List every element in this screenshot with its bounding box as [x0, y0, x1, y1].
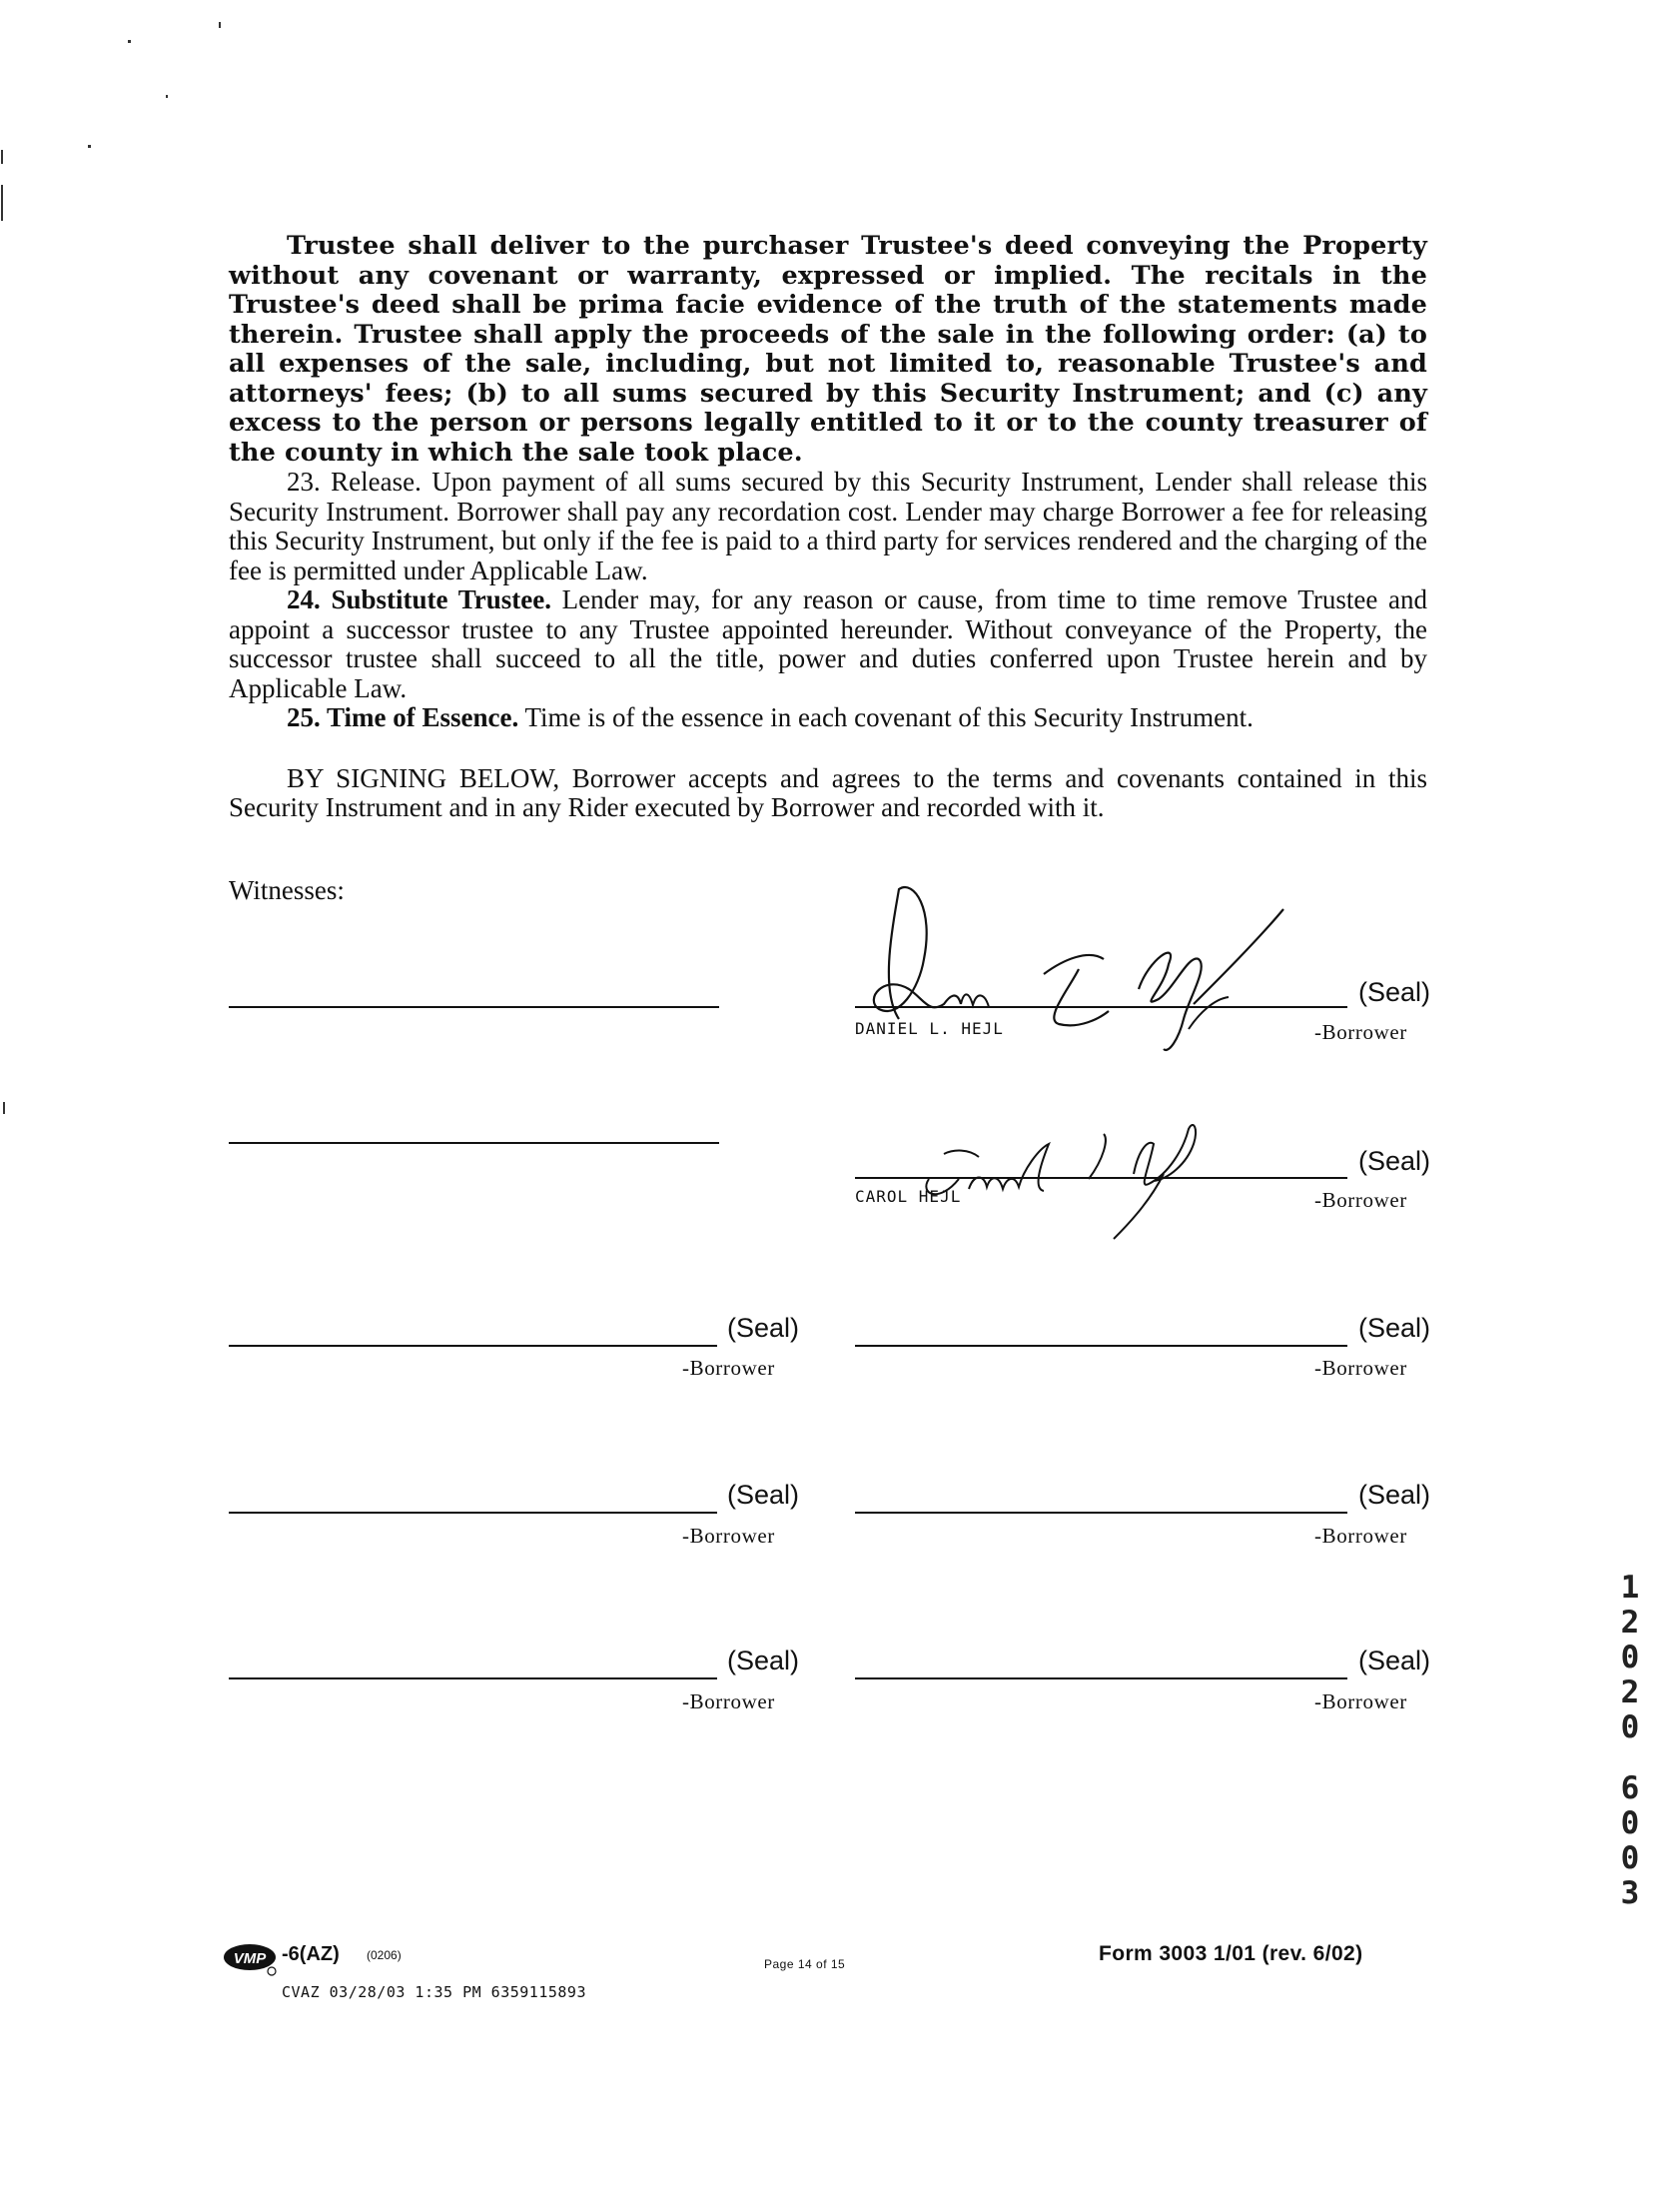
footer-rev-code: (0206)	[367, 1948, 402, 1962]
seal-label-blank-left-2: (Seal)	[727, 1480, 800, 1510]
signature-line-blank-left-1	[229, 1345, 717, 1347]
logo-text: VMP	[233, 1950, 267, 1967]
borrower-label-blank-right-2: -Borrower	[1314, 1524, 1407, 1548]
paragraph-trustee-deed: Trustee shall deliver to the purchaser Trustee's deed conveying the Property without any covenant or warranty, expressed or implied. The recitals in the Trustee's deed shall be prima facie evidence of the truth of the statements made therein. Trustee shall apply the proceeds of the sale in the following order: (a) to all expenses of the sale, including, but not limited to, reasonable Trustee's and attorneys' fees; (b) to all sums secured by this Security Instrument; and (c) any excess to the person or persons legally entitled to it or to the county treasurer of the county in which the sale took place.	[229, 231, 1427, 468]
borrower-label-blank-left-2: -Borrower	[682, 1524, 775, 1548]
vmp-logo-icon	[222, 1942, 280, 1976]
borrower-label-blank-right-1: -Borrower	[1314, 1356, 1407, 1380]
paragraph-signing-statement: BY SIGNING BELOW, Borrower accepts and agrees to the terms and covenants contained in this Security Instrument and in any Rider executed by Borrower and recorded with it.	[229, 762, 1427, 822]
seal-label-blank-left-1: (Seal)	[727, 1313, 800, 1343]
signature-line-blank-right-2	[855, 1512, 1347, 1514]
seal-label-blank-right-1: (Seal)	[1358, 1313, 1431, 1343]
footer-page-number: Page 14 of 15	[764, 1957, 846, 1971]
borrower-label-blank-right-3: -Borrower	[1314, 1689, 1407, 1713]
seal-label-blank-right-3: (Seal)	[1358, 1646, 1431, 1675]
seal-label-blank-left-3: (Seal)	[727, 1646, 800, 1675]
signature-carol-hejl	[899, 1109, 1258, 1249]
witness-line-2	[229, 1142, 719, 1144]
paragraph-time-of-essence: 25. Time of Essence. Time is of the essence in each covenant of this Security Instrument.	[287, 702, 1254, 732]
signature-line-borrower-2	[855, 1177, 1347, 1179]
seal-label-borrower-1: (Seal)	[1358, 977, 1431, 1007]
seal-label-borrower-2: (Seal)	[1358, 1146, 1431, 1176]
signature-line-blank-right-3	[855, 1677, 1347, 1679]
footer-form-code: -6(AZ)	[282, 1943, 340, 1965]
document-body	[229, 232, 1427, 823]
borrower-label-1: -Borrower	[1314, 1020, 1407, 1044]
section-title-release: 23. Release.	[287, 467, 421, 497]
signature-line-blank-left-3	[229, 1677, 717, 1679]
witness-line-1	[229, 1006, 719, 1008]
signature-line-borrower-1	[855, 1006, 1347, 1008]
footer-print-stamp: CVAZ 03/28/03 1:35 PM 6359115893	[282, 1983, 586, 2001]
borrower-label-blank-left-3: -Borrower	[682, 1689, 775, 1713]
paragraph-release: 23. Release. Upon payment of all sums secured by this Security Instrument, Lender shall release this Security Instrument. Borrower shall pay any recordation cost. Lender may charge Borrower a fee for releasing this Security Instrument, but only if the fee is paid to a third party for services rendered and the charging of the fee is permitted under Applicable Law.	[229, 467, 1427, 585]
borrower-label-2: -Borrower	[1314, 1188, 1407, 1212]
signer-name-carol-hejl: CAROL HEJL	[855, 1187, 962, 1206]
paragraph-substitute-trustee: 24. Substitute Trustee. Lender may, for any reason or cause, from time to time remove Trustee and appoint a successor trustee to any Trustee appointed hereunder. Without conveyance of the Property, the successor trustee shall succeed to all the title, power and duties conferred upon Trustee herein and by Applicable Law.	[229, 584, 1427, 703]
signer-name-daniel-hejl: DANIEL L. HEJL	[855, 1019, 1004, 1038]
witnesses-label: Witnesses:	[229, 875, 345, 905]
footer-form-number: Form 3003 1/01 (rev. 6/02)	[1099, 1942, 1363, 1965]
signature-line-blank-left-2	[229, 1512, 717, 1514]
recording-number: 1 2 0 2 0 6 0 0 3	[1620, 1570, 1640, 1911]
signature-line-blank-right-1	[855, 1345, 1347, 1347]
borrower-label-blank-left-1: -Borrower	[682, 1356, 775, 1380]
section-title-time-of-essence: 25. Time of Essence.	[287, 702, 519, 732]
section-title-substitute-trustee: 24. Substitute Trustee.	[287, 584, 551, 614]
seal-label-blank-right-2: (Seal)	[1358, 1480, 1431, 1510]
